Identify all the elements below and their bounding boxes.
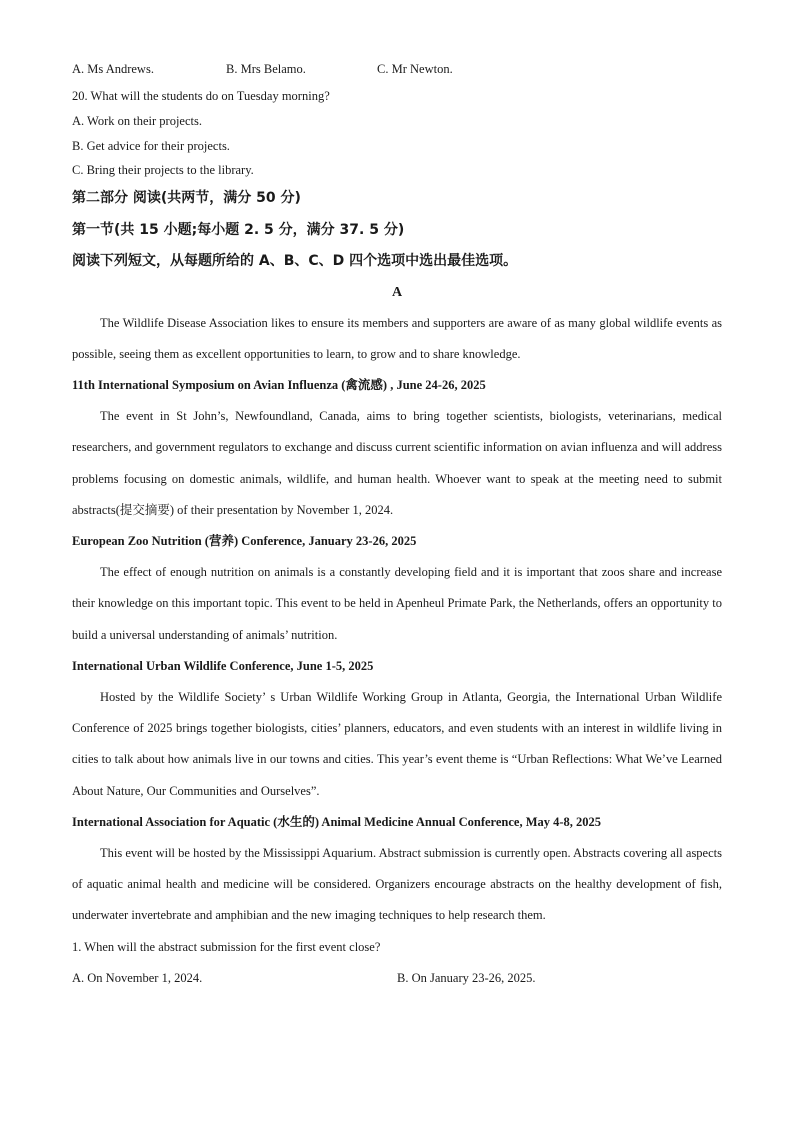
- q1-question: 1. When will the abstract submission for the first event close?: [72, 939, 381, 954]
- q20-question: 20. What will the students do on Tuesday morning?: [72, 89, 330, 103]
- q1-option-a: A. On November 1, 2024.: [72, 970, 203, 985]
- q20-option-b: B. Get advice for their projects.: [72, 138, 230, 153]
- event-body-urban-wildlife: Hosted by the Wildlife Society’ s Urban Wildlife Working Group in Atlanta, Georgia, the International Urban Wildlife Conference of 2025 brings together biologists, cities’ planners, educators, and even students with an interest in wildlife living in cities to talk about how animals live in our towns and cities. This year’s event theme is “Urban Reflections: What We’ve Learned About Nature, Our Communities and Ourselves”.: [72, 690, 722, 798]
- event-title-avian-influenza: 11th International Symposium on Avian Influenza (禽流感) , June 24-26, 2025: [72, 378, 486, 393]
- q19-options: [72, 62, 722, 84]
- section1-title: 第一节(共 15 小题;每小题 2. 5 分，满分 37. 5 分): [72, 221, 405, 238]
- event-body-zoo-nutrition: The effect of enough nutrition on animals is a constantly developing field and it is important that zoos share and increase their knowledge on this important topic. This event to be held in Apenheul Primate Park, the Netherlands, offers an opportunity to build a universal understanding of animals’ nutrition.: [72, 565, 722, 642]
- event-title-zoo-nutrition: European Zoo Nutrition (营养) Conference, January 23-26, 2025: [72, 534, 417, 549]
- event-title-urban-wildlife: International Urban Wildlife Conference, June 1-5, 2025: [72, 658, 374, 673]
- reading-instruction: 阅读下列短文，从每题所给的 A、B、C、D 四个选项中选出最佳选项。: [72, 253, 518, 270]
- event-body-aquatic-medicine: This event will be hosted by the Mississippi Aquarium. Abstract submission is currently open. Abstracts covering all aspects of aquatic animal health and medicine will be considered. Organizers encourage abstracts on the healthy development of fish, underwater invertebrate and amphibian and the new imaging techniques to help research them.: [72, 846, 722, 923]
- passage-letter: A: [391, 284, 403, 300]
- q20-option-c: C. Bring their projects to the library.: [72, 163, 254, 178]
- q1-option-b: B. On January 23-26, 2025.: [397, 970, 536, 985]
- q19-option-a: A. Ms Andrews.: [72, 62, 154, 76]
- event-body-avian-influenza: The event in St John’s, Newfoundland, Canada, aims to bring together scientists, biologists, veterinarians, medical researchers, and government regulators to exchange and discuss current scientific information on avian influenza and will address problems focusing on domestic animals, wildlife, and human health. Whoever want to speak at the meeting need to submit abstracts(提交摘要) of their presentation by November 1, 2024.: [72, 409, 722, 517]
- part2-title: 第二部分 阅读(共两节，满分 50 分): [72, 190, 301, 207]
- exam-page: [72, 62, 722, 994]
- q19-option-b: B. Mrs Belamo.: [226, 62, 306, 76]
- q1-options: [72, 963, 722, 994]
- q19-option-c: C. Mr Newton.: [377, 62, 453, 76]
- q20-option-a: A. Work on their projects.: [72, 113, 202, 128]
- passage-intro: The Wildlife Disease Association likes to ensure its members and supporters are aware of as many global wildlife events as possible, seeing them as excellent opportunities to learn, to grow and to share knowledge.: [72, 315, 722, 361]
- event-title-aquatic-medicine: International Association for Aquatic (水生的) Animal Medicine Annual Conference, May 4-8, 2025: [72, 814, 602, 829]
